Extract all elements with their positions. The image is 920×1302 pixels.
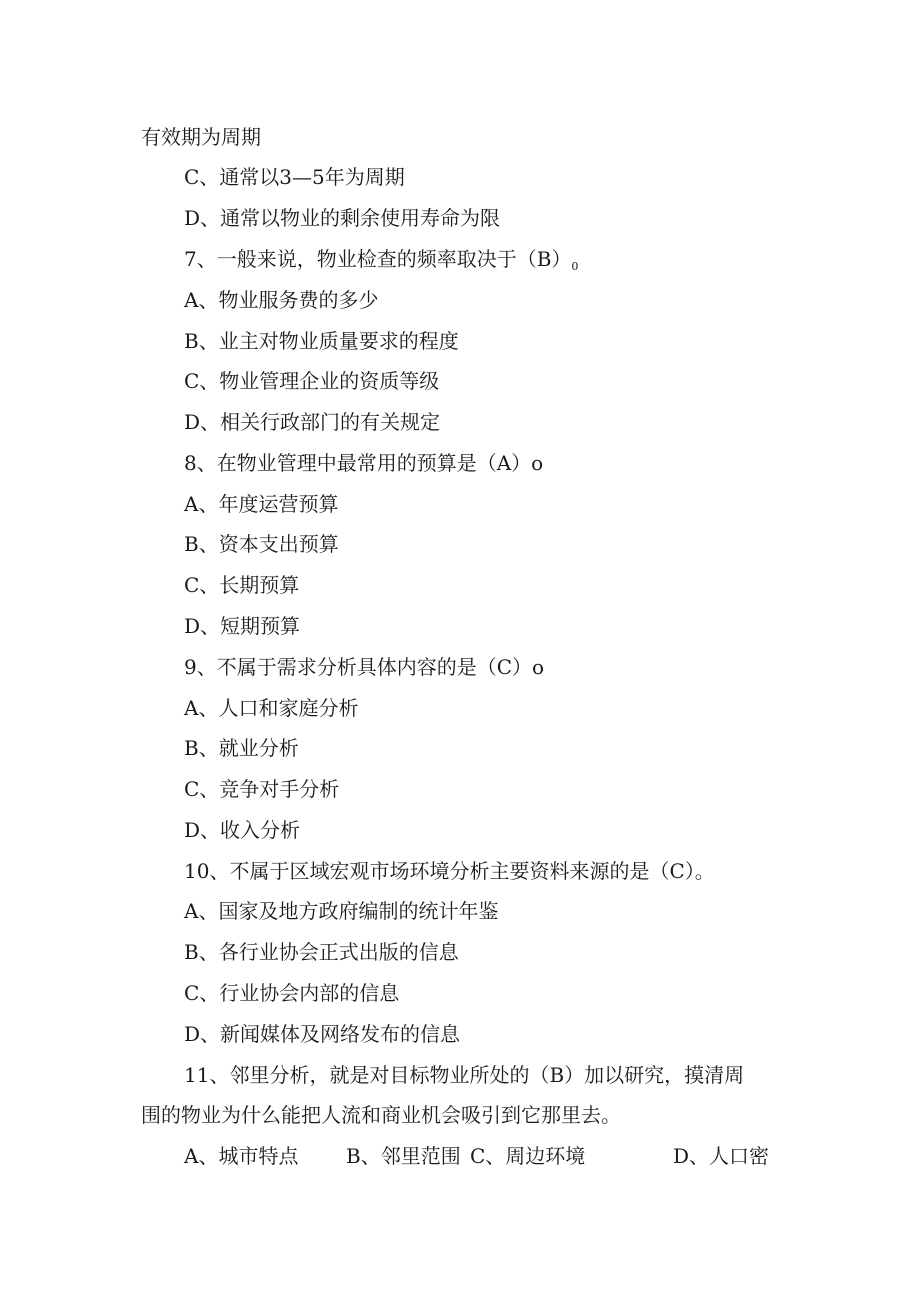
option-c: C、周边环境 <box>470 1144 586 1168</box>
option-d: D、相关行政部门的有关规定 <box>184 410 441 434</box>
option-c: C、物业管理企业的资质等级 <box>184 369 440 393</box>
option-b: B、就业分析 <box>184 736 299 760</box>
option-b: B、业主对物业质量要求的程度 <box>184 329 459 353</box>
question-7-subscript: 0 <box>571 260 579 273</box>
question-8: 8、在物业管理中最常用的预算是（A）o <box>184 451 544 475</box>
option-a: A、城市特点 <box>184 1144 299 1168</box>
text-line: 有效期为周期 <box>141 125 261 149</box>
option-c: C、长期预算 <box>184 573 300 597</box>
question-11-continued: 围的物业为什么能把人流和商业机会吸引到它那里去。 <box>141 1103 621 1127</box>
option-b: B、资本支出预算 <box>184 532 339 556</box>
option-d: D、通常以物业的剩余使用寿命为限 <box>184 206 501 230</box>
question-11-options <box>0 1143 920 1169</box>
option-a: A、国家及地方政府编制的统计年鉴 <box>184 899 499 923</box>
question-11: 11、邻里分析，就是对目标物业所处的（B）加以研究，摸清周 <box>184 1063 745 1087</box>
question-7 <box>184 246 578 280</box>
question-9: 9、不属于需求分析具体内容的是（C）o <box>184 655 545 679</box>
option-d: D、短期预算 <box>184 614 301 638</box>
option-b: B、邻里范围 <box>346 1144 461 1168</box>
option-d: D、收入分析 <box>184 818 301 842</box>
option-c: C、行业协会内部的信息 <box>184 981 400 1005</box>
option-a: A、物业服务费的多少 <box>184 288 379 312</box>
question-10: 10、不属于区域宏观市场环境分析主要资料来源的是（C）。 <box>184 859 715 883</box>
option-c: C、竞争对手分析 <box>184 777 340 801</box>
option-a: A、年度运营预算 <box>184 492 339 516</box>
option-d: D、人口密 <box>673 1144 770 1168</box>
option-c: C、通常以3—5年为周期 <box>184 165 405 189</box>
option-a: A、人口和家庭分析 <box>184 696 359 720</box>
option-d: D、新闻媒体及网络发布的信息 <box>184 1022 461 1046</box>
option-b: B、各行业协会正式出版的信息 <box>184 940 459 964</box>
question-7-text: 7、一般来说，物业检查的频率取决于（B） <box>184 247 572 271</box>
